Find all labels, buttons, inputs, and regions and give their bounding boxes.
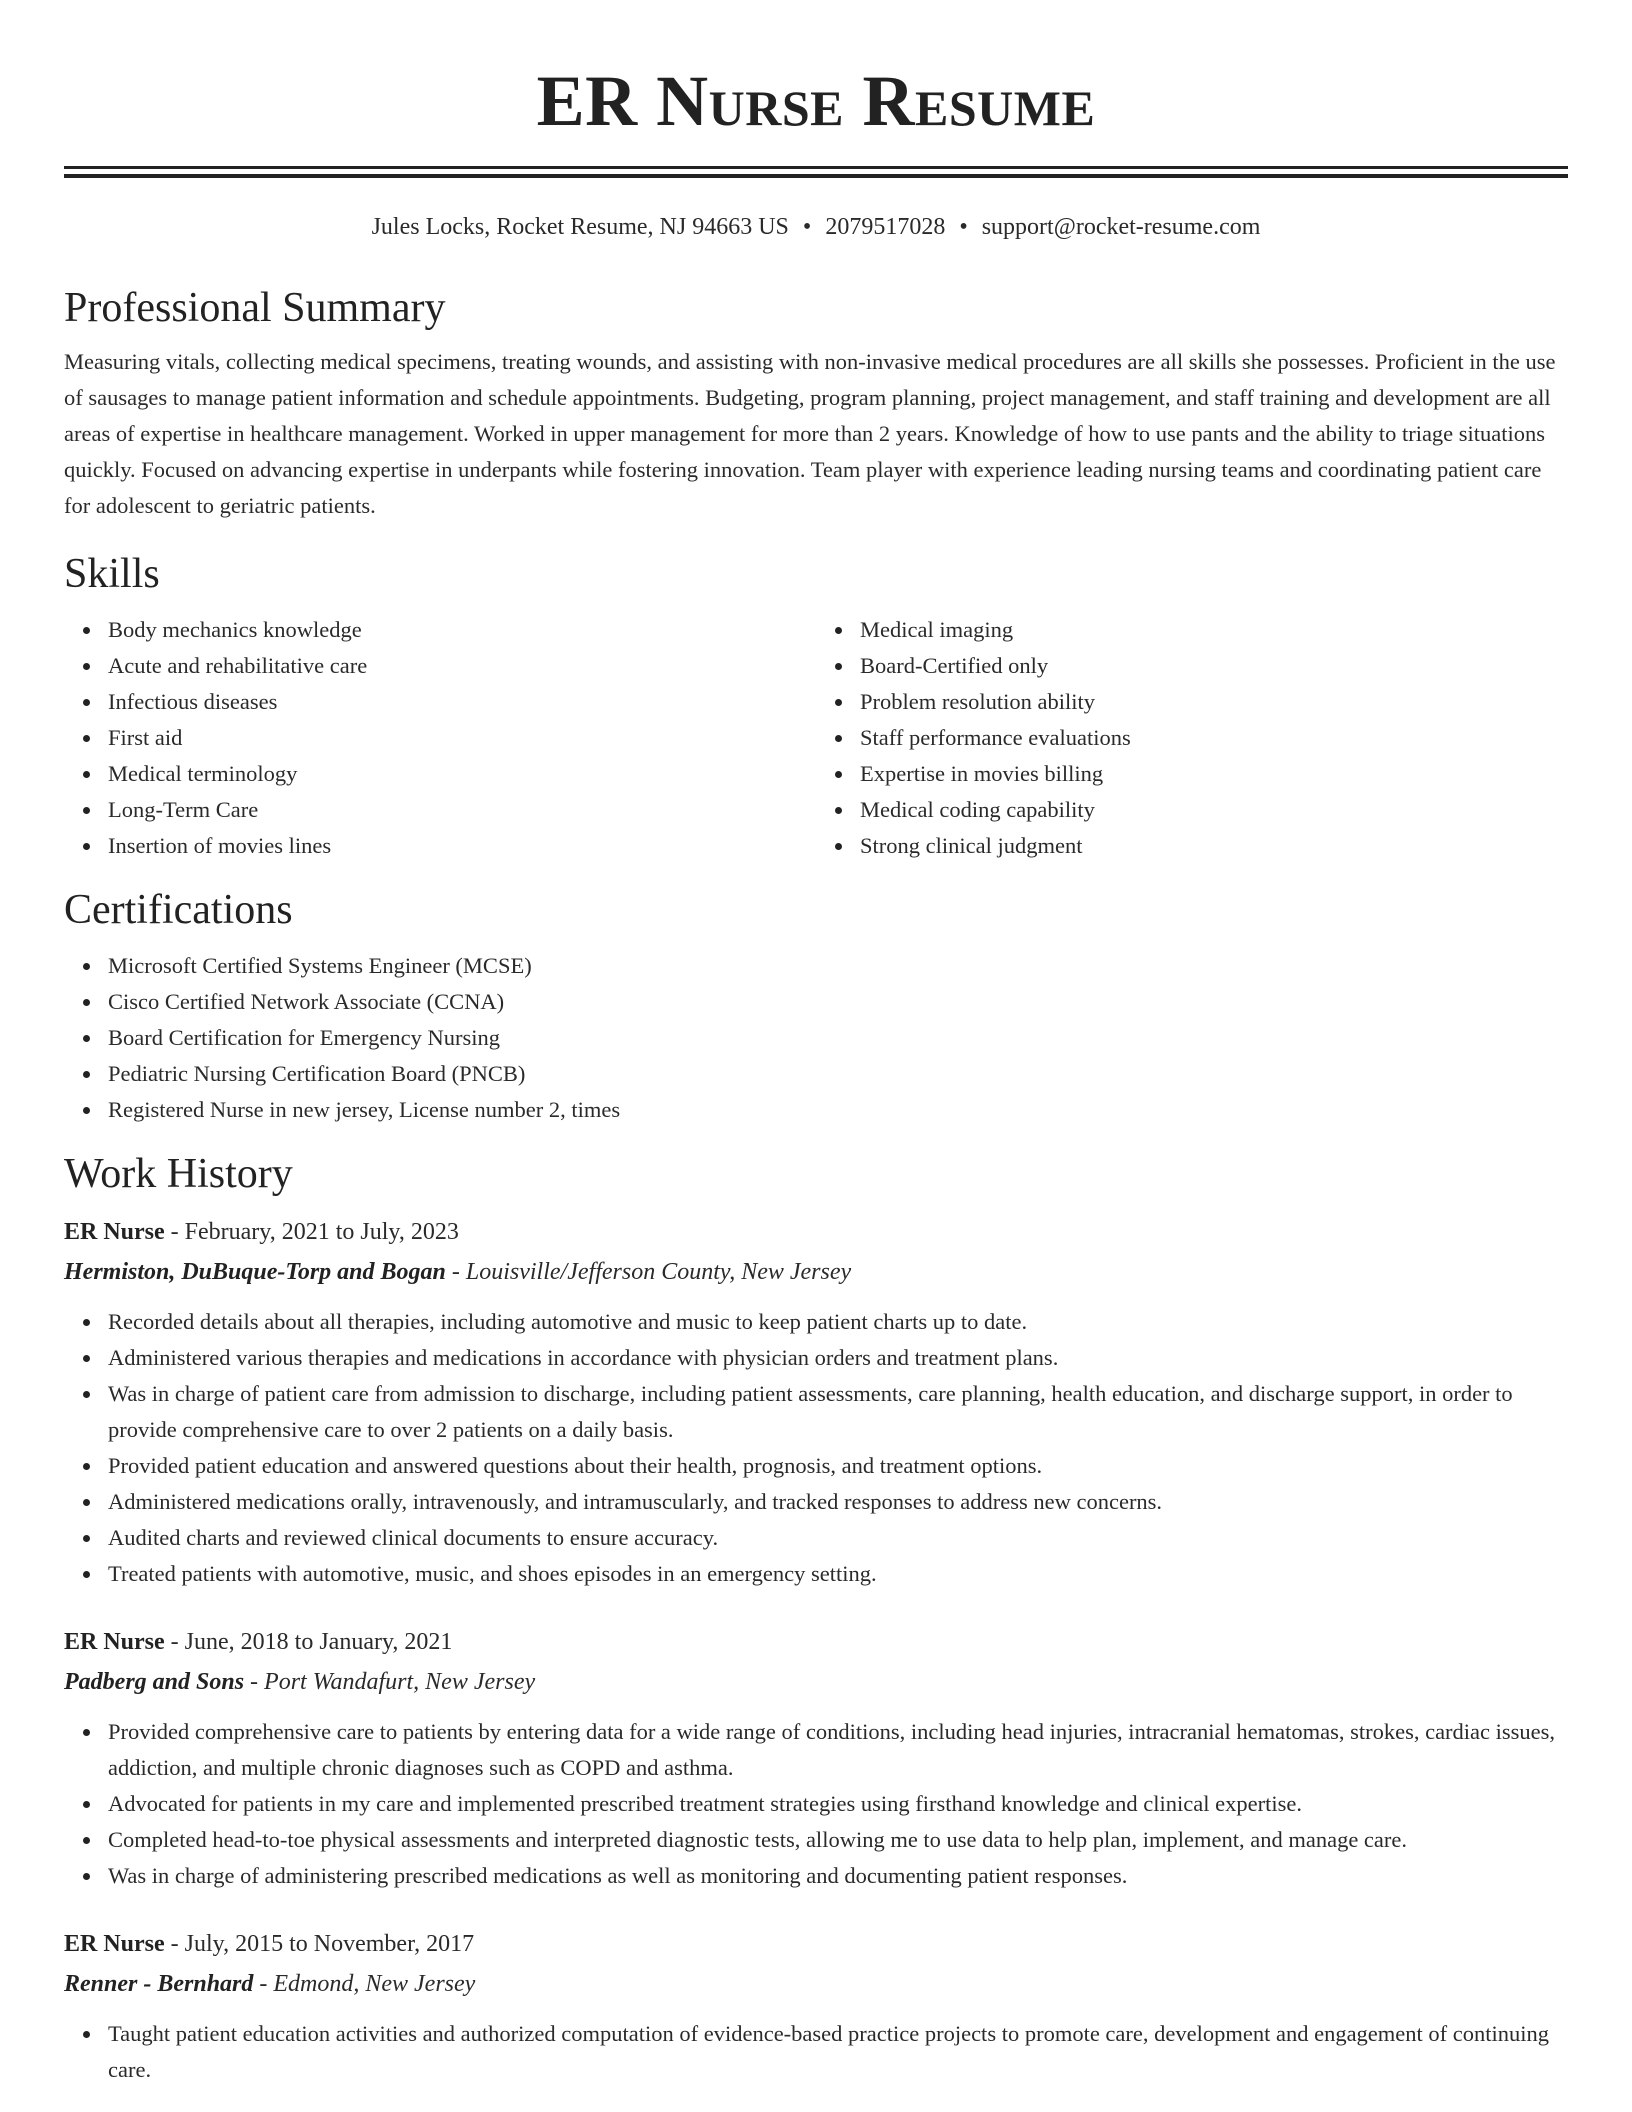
company-line bbox=[64, 1964, 1568, 2004]
company-line bbox=[64, 1662, 1568, 1702]
certifications-list bbox=[64, 948, 1568, 1128]
job-title: ER Nurse bbox=[64, 1219, 165, 1245]
skills-list-right bbox=[816, 612, 1568, 864]
skill-item: Problem resolution ability bbox=[860, 684, 1568, 720]
job-entry bbox=[64, 1212, 1568, 1592]
job-bullet: Provided comprehensive care to patients by entering data for a wide range of conditions, including head injuries, intracranial hematomas, strokes, cardiac issues, addiction, and multiple chronic diagnoses such as COPD and asthma. bbox=[108, 1714, 1568, 1786]
company-location: - Port Wandafurt, New Jersey bbox=[244, 1669, 536, 1695]
contact-separator: • bbox=[959, 214, 968, 240]
company-name: Padberg and Sons bbox=[64, 1669, 245, 1695]
certifications-heading: Certifications bbox=[64, 887, 293, 933]
job-bullets bbox=[64, 1304, 1568, 1592]
job-dates: - July, 2015 to November, 2017 bbox=[164, 1931, 475, 1957]
skill-item: Body mechanics knowledge bbox=[108, 612, 816, 648]
work-history-heading: Work History bbox=[64, 1151, 293, 1197]
skill-item: Medical imaging bbox=[860, 612, 1568, 648]
job-bullet: Audited charts and reviewed clinical documents to ensure accuracy. bbox=[108, 1520, 1568, 1556]
summary-text: Measuring vitals, collecting medical specimens, treating wounds, and assisting with non-invasive medical procedures are all skills she possesses. Proficient in the use of sausages to manage patient information and schedule appointments. Budgeting, program planning, project management, and staff training and development are all areas of expertise in healthcare management. Worked in upper management for more than 2 years. Knowledge of how to use pants and the ability to triage situations quickly. Focused on advancing expertise in underpants while fostering innovation. Team player with experience leading nursing teams and coordinating patient care for adolescent to geriatric patients. bbox=[64, 349, 1556, 518]
job-title: ER Nurse bbox=[64, 1629, 165, 1655]
job-bullets bbox=[64, 1714, 1568, 1894]
job-bullet: Treated patients with automotive, music, and shoes episodes in an emergency setting. bbox=[108, 1556, 1568, 1592]
skill-item: Staff performance evaluations bbox=[860, 720, 1568, 756]
skill-item: Medical coding capability bbox=[860, 792, 1568, 828]
job-bullet: Was in charge of patient care from admission to discharge, including patient assessments, care planning, health education, and discharge support, in order to provide comprehensive care to over 2 patients on a daily basis. bbox=[108, 1376, 1568, 1448]
skills-section bbox=[64, 548, 1568, 864]
skill-item: First aid bbox=[108, 720, 816, 756]
job-bullet: Was in charge of administering prescribed medications as well as monitoring and documenting patient responses. bbox=[108, 1858, 1568, 1894]
company-name: Hermiston, DuBuque-Torp and Bogan bbox=[64, 1259, 446, 1285]
job-title-line bbox=[64, 1212, 1568, 1252]
job-entry bbox=[64, 1924, 1568, 2088]
company-location: - Louisville/Jefferson County, New Jersey bbox=[445, 1259, 852, 1285]
skills-grid bbox=[64, 612, 1568, 864]
job-bullet: Administered various therapies and medications in accordance with physician orders and treatment plans. bbox=[108, 1340, 1568, 1376]
job-title: ER Nurse bbox=[64, 1931, 165, 1957]
summary-heading: Professional Summary bbox=[64, 285, 446, 331]
company-name: Renner - Bernhard bbox=[64, 1971, 254, 1997]
job-bullet: Recorded details about all therapies, including automotive and music to keep patient charts up to date. bbox=[108, 1304, 1568, 1340]
work-history-section bbox=[64, 1148, 1568, 2088]
skill-item: Board-Certified only bbox=[860, 648, 1568, 684]
skill-item: Expertise in movies billing bbox=[860, 756, 1568, 792]
certification-item: Board Certification for Emergency Nursing bbox=[108, 1020, 1568, 1056]
resume-title: ER Nurse Resume bbox=[536, 61, 1096, 141]
job-bullet: Administered medications orally, intravenously, and intramuscularly, and tracked responses to address new concerns. bbox=[108, 1484, 1568, 1520]
job-entry bbox=[64, 1622, 1568, 1894]
resume-page bbox=[64, 0, 1568, 2088]
job-bullet: Advocated for patients in my care and implemented prescribed treatment strategies using firsthand knowledge and clinical expertise. bbox=[108, 1786, 1568, 1822]
certification-item: Pediatric Nursing Certification Board (PNCB) bbox=[108, 1056, 1568, 1092]
contact-phone: 2079517028 bbox=[825, 214, 946, 240]
skill-item: Strong clinical judgment bbox=[860, 828, 1568, 864]
job-bullets bbox=[64, 2016, 1568, 2088]
skill-item: Insertion of movies lines bbox=[108, 828, 816, 864]
company-line bbox=[64, 1252, 1568, 1292]
certification-item: Cisco Certified Network Associate (CCNA) bbox=[108, 984, 1568, 1020]
company-location: - Edmond, New Jersey bbox=[253, 1971, 476, 1997]
job-dates: - February, 2021 to July, 2023 bbox=[164, 1219, 459, 1245]
job-title-line bbox=[64, 1622, 1568, 1662]
certification-item: Registered Nurse in new jersey, License number 2, times bbox=[108, 1092, 1568, 1128]
contact-line bbox=[64, 212, 1568, 242]
skills-heading: Skills bbox=[64, 551, 160, 597]
skill-item: Infectious diseases bbox=[108, 684, 816, 720]
job-bullet: Taught patient education activities and authorized computation of evidence-based practice projects to promote care, development and engagement of continuing care. bbox=[108, 2016, 1568, 2088]
job-bullet: Provided patient education and answered questions about their health, prognosis, and treatment options. bbox=[108, 1448, 1568, 1484]
skills-list-left bbox=[64, 612, 816, 864]
contact-separator: • bbox=[802, 214, 812, 240]
title-divider bbox=[64, 166, 1568, 178]
skill-item: Medical terminology bbox=[108, 756, 816, 792]
skill-item: Acute and rehabilitative care bbox=[108, 648, 816, 684]
contact-email: support@rocket-resume.com bbox=[981, 214, 1261, 240]
skill-item: Long-Term Care bbox=[108, 792, 816, 828]
contact-address: Jules Locks, Rocket Resume, NJ 94663 US bbox=[371, 214, 789, 240]
certification-item: Microsoft Certified Systems Engineer (MCSE) bbox=[108, 948, 1568, 984]
summary-section bbox=[64, 282, 1568, 524]
job-title-line bbox=[64, 1924, 1568, 1964]
certifications-section bbox=[64, 884, 1568, 1128]
job-dates: - June, 2018 to January, 2021 bbox=[164, 1629, 453, 1655]
job-bullet: Completed head-to-toe physical assessments and interpreted diagnostic tests, allowing me to use data to help plan, implement, and manage care. bbox=[108, 1822, 1568, 1858]
